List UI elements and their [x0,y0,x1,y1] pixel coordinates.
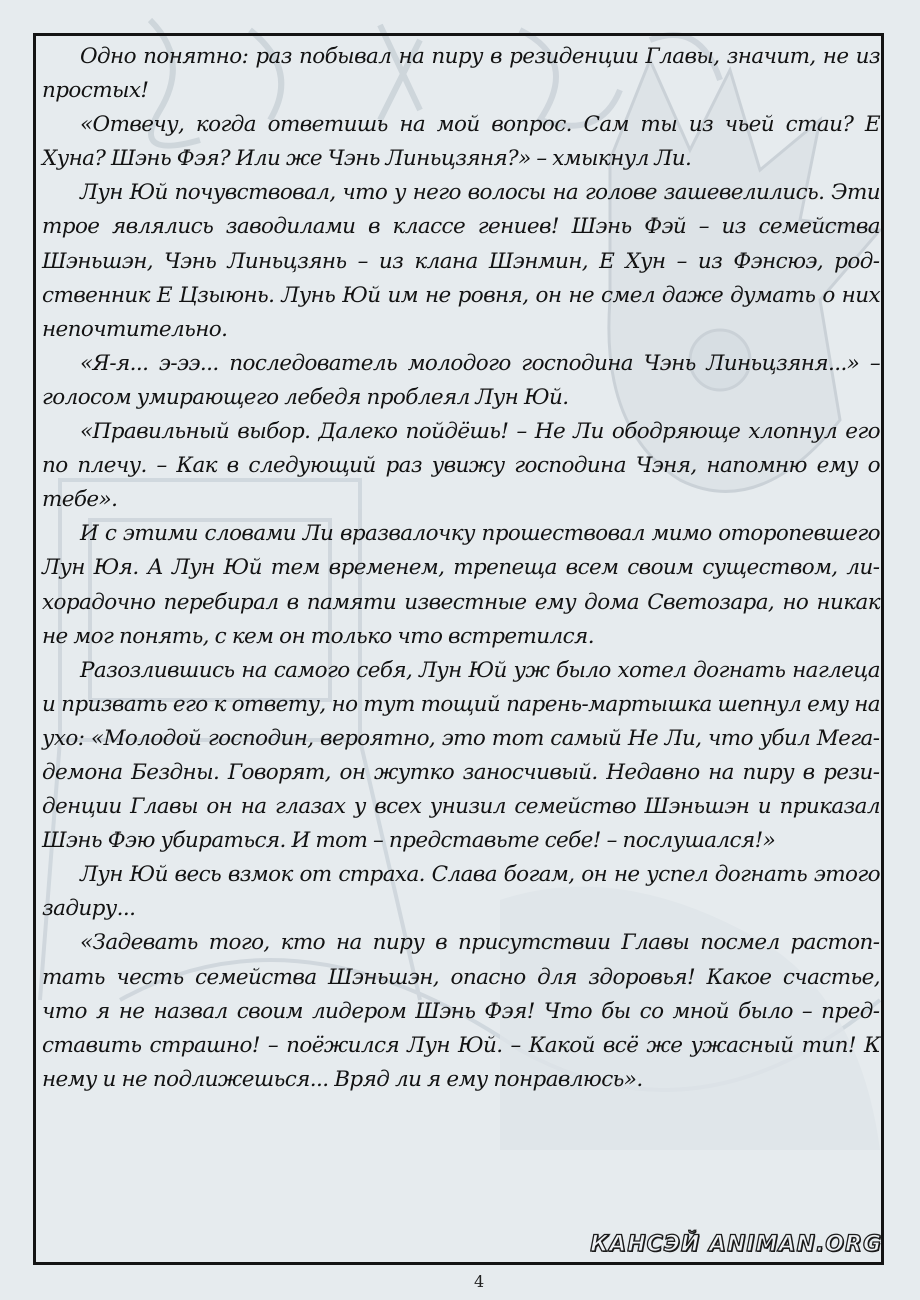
page-number: 4 [474,1272,485,1291]
paragraph: Одно понятно: раз побывал на пиру в резиденции Главы, значит, не из простых! [42,44,880,104]
paragraph: «Задевать того, кто на пиру в присутствии Главы посмел растоптать честь семейства Шэньшэн, опасно для здоровья! Какое счастье, что я не назвал своим лидером Шэнь Фэя! Что бы со мной было – представить страшно! – поёжился Лун Юй. – Какой всё же ужасный тип! К нему и не подлижешься... Вряд ли я ему понравлюсь». [42,930,880,1092]
paragraph: И с этими словами Ли вразвалочку прошествовал мимо оторопевшего Лун Юя. А Лун Юй тем временем, трепеща всем своим существом, лихорадочно перебирал в памяти известные ему дома Светозара, но никак не мог понять, с кем он только что встретился. [42,521,880,649]
story-text [42,40,880,1097]
paragraph: «Правильный выбор. Далеко пойдёшь! – Не Ли ободряюще хлопнул его по плечу. – Как в следующий раз увижу господина Чэня, напомню ему о тебе». [42,419,880,513]
scanlation-watermark: КАНСЭЙ ANIMAN.ORG [590,1232,882,1257]
paragraph: «Отвечу, когда ответишь на мой вопрос. Сам ты из чьей стаи? Е Хуна? Шэнь Фэя? Или же Чэнь Линьцзяня?» – хмыкнул Ли. [42,112,880,172]
paragraph: Лун Юй почувствовал, что у него волосы на голове зашевелились. Эти трое являлись заводилами в классе гениев! Шэнь Фэй – из семейства Шэньшэн, Чэнь Линьцзянь – из клана Шэнмин, Е Хун – из Фэнсюэ, родственник Е Цзыюнь. Лунь Юй им не ровня, он не смел даже думать о них непочтительно. [42,180,880,342]
paragraph: Лун Юй весь взмок от страха. Слава богам, он не успел догнать этого задиру... [42,862,880,922]
paragraph: «Я-я... э-ээ... последователь молодого господина Чэнь Линьцзяня...» – голосом умирающего лебедя проблеял Лун Юй. [42,350,880,410]
paragraph: Разозлившись на самого себя, Лун Юй уж было хотел догнать наглеца и призвать его к ответу, но тут тощий парень-мартышка шепнул ему на ухо: «Молодой господин, вероятно, это тот самый Не Ли, что убил Мегадемона Бездны. Говорят, он жутко заносчивый. Недавно на пиру в резиденции Главы он на глазах у всех унизил семейство Шэньшэн и приказал Шэнь Фэю убираться. И тот – представьте себе! – послушался!» [42,657,880,854]
